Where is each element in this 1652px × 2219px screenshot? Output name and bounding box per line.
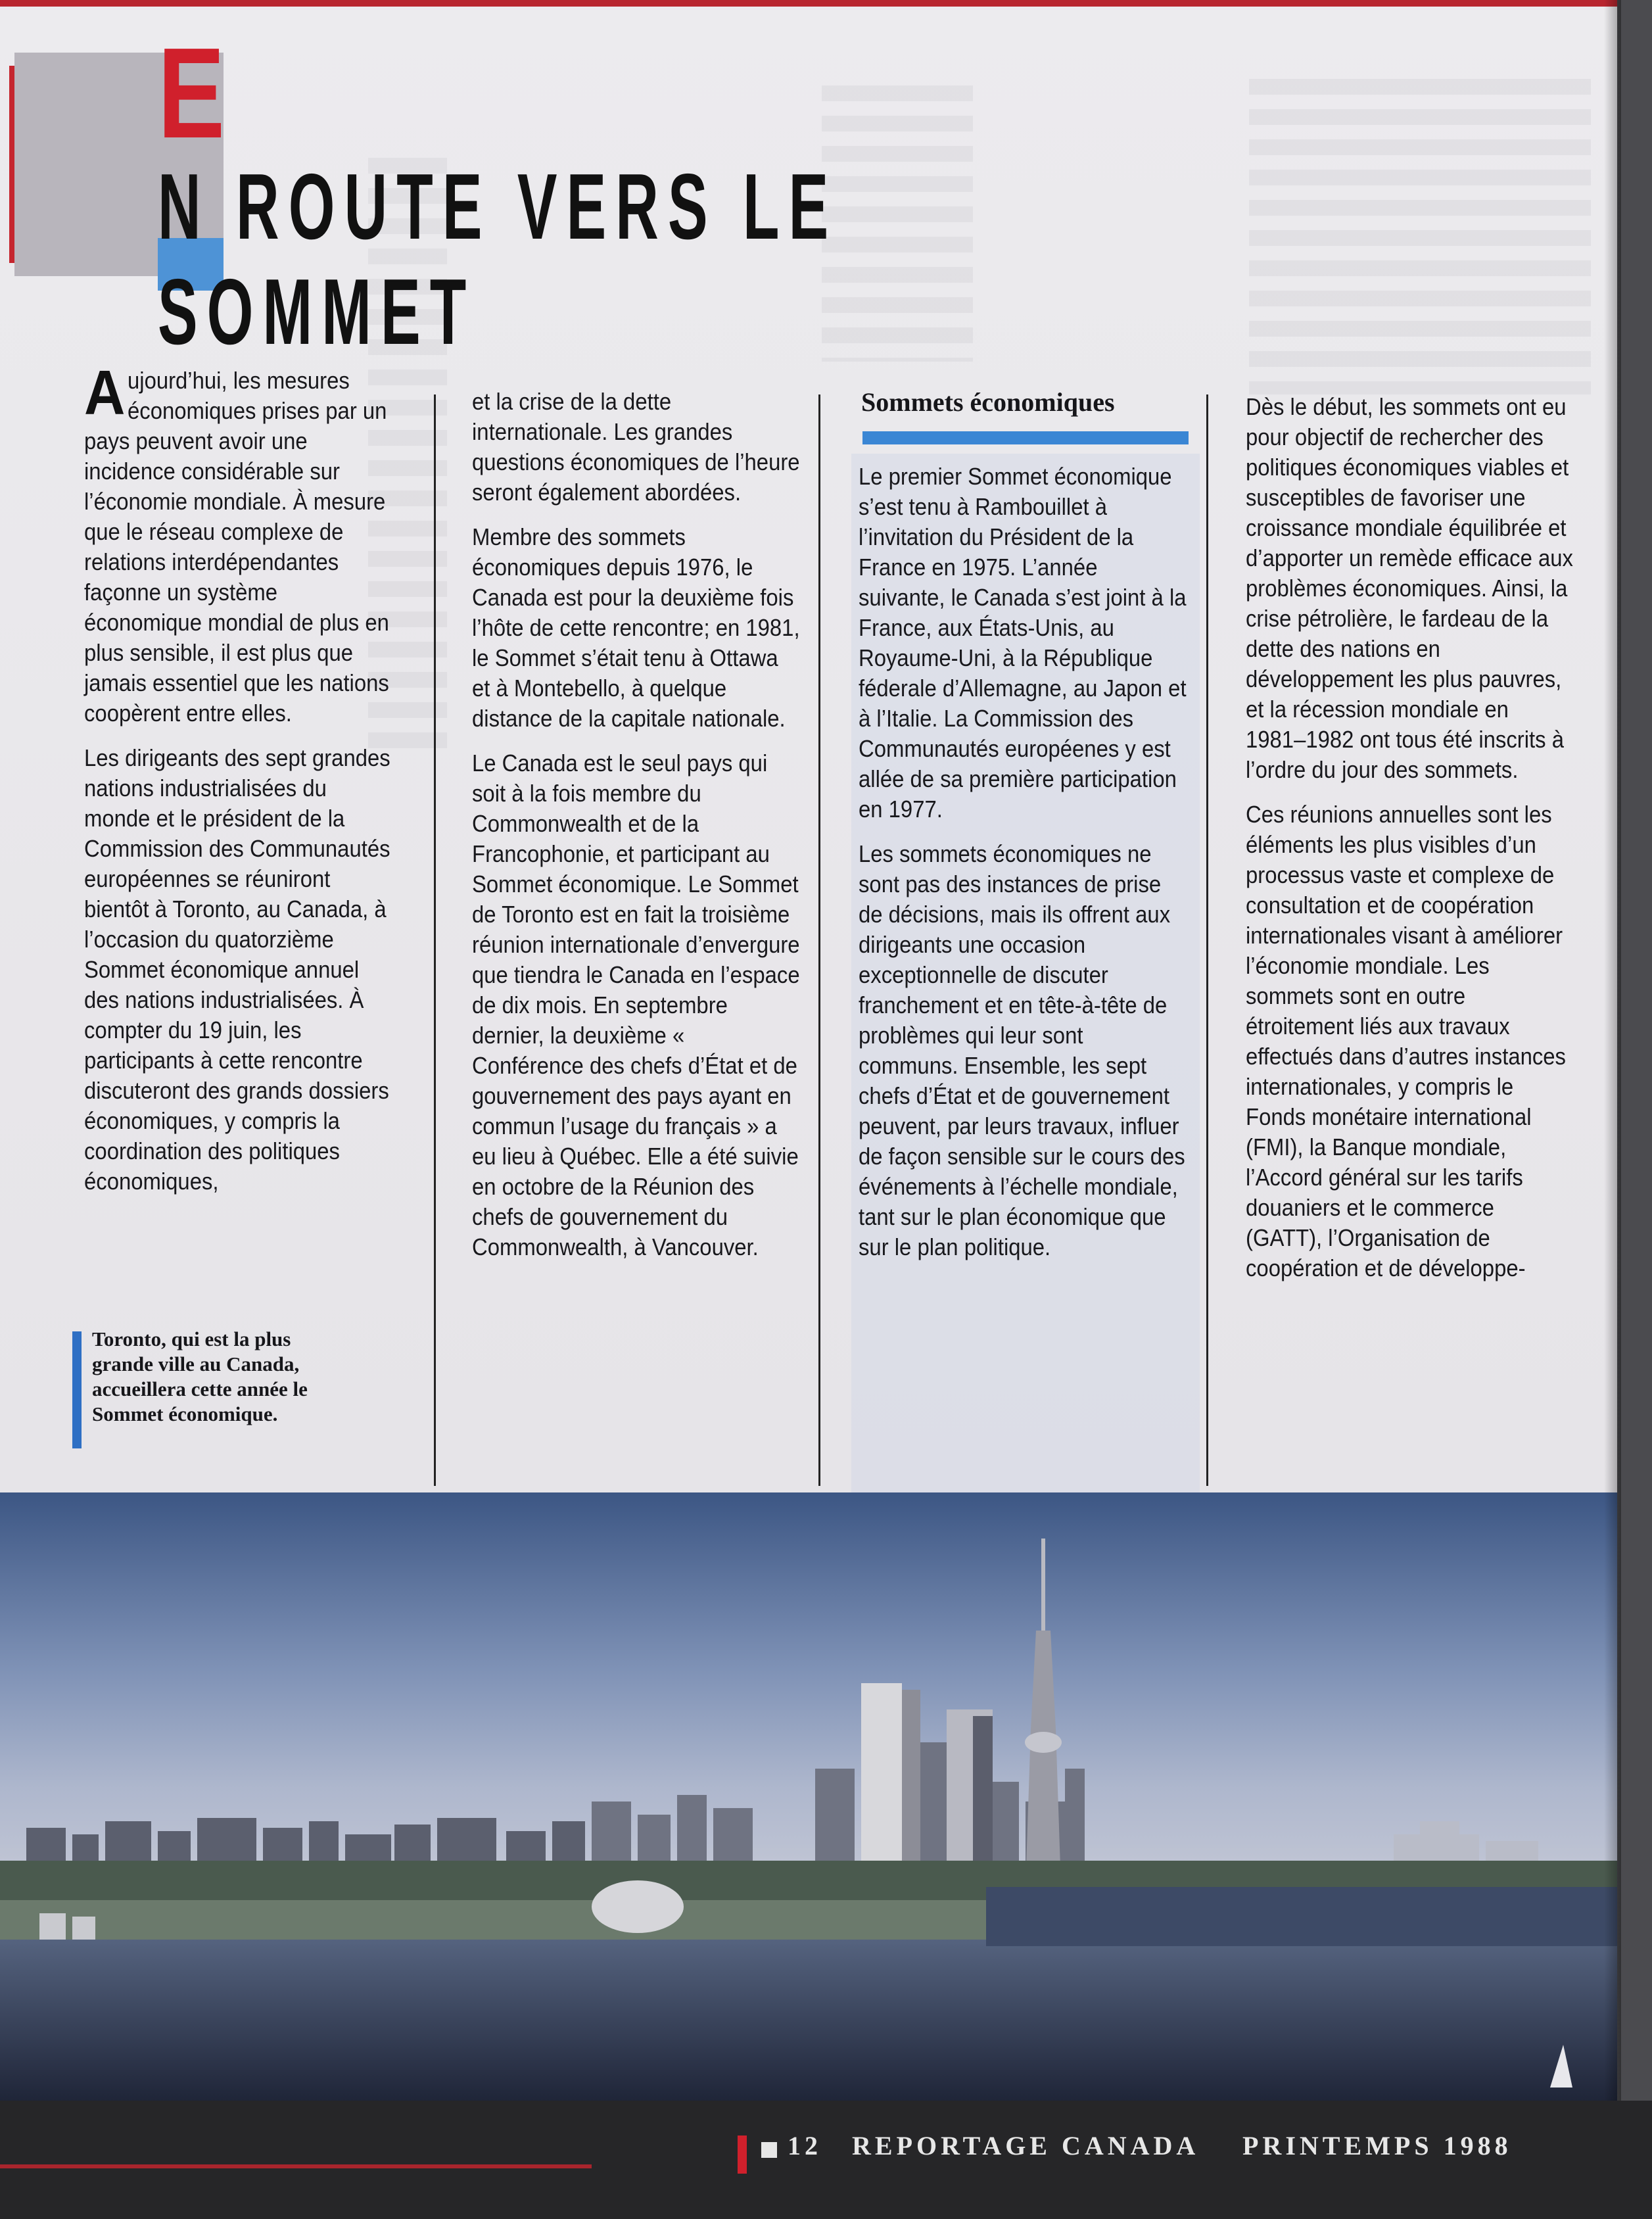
issue-label: PRINTEMPS 1988 xyxy=(1242,2131,1512,2160)
col1-paragraph-1 xyxy=(84,358,393,728)
folio-red-mark xyxy=(738,2135,747,2174)
photo-caption xyxy=(92,1327,316,1427)
folio-square-icon xyxy=(761,2142,777,2158)
column-3 xyxy=(859,462,1187,1277)
col1-paragraph-1-text: ujourd’hui, les mesures économiques prises par un pays peuvent avoir une incidence considérable sur l’économie mondiale. À mesure que le réseau complexe de relations interdépendantes façonne un système économique mondial de plus en plus sensible, il est plus que jamais essentiel que les nations coopèrent entre elles. xyxy=(84,367,389,727)
col2-paragraph-2: Membre des sommets économiques depuis 1976, le Canada est pour la deuxième fois l’hôte de cette rencontre; en 1981, le Sommet s’était tenu à Ottawa et à Montebello, à quelque distance de la capitale nationale. xyxy=(472,523,800,732)
sidebar-heading: Sommets économiques xyxy=(861,387,1115,417)
caption-text: Toronto, qui est la plus grande ville au Canada, accueillera cette année le Sommet économique. xyxy=(92,1327,308,1425)
column-rule-3 xyxy=(1206,394,1208,1486)
page-gutter-shadow xyxy=(1617,0,1652,2101)
col3-paragraph-2: Les sommets économiques ne sont pas des instances de prise de décisions, mais ils offrent aux dirigeants une occasion exceptionnelle de discuter franchement et en tête-à-tête de problèmes qui leur sont communs. Ensemble, les sept chefs d’État et de gouvernement peuvent, par leurs travaux, influer de façon sensible sur le cours des événements à l’échelle mondiale, tant sur le plan économique que sur le plan politique. xyxy=(859,840,1185,1260)
sidebar-heading-bar xyxy=(862,431,1189,444)
toronto-skyline-photo xyxy=(0,1492,1617,2101)
col4-paragraph-1: Dès le début, les sommets ont eu pour objectif de rechercher des politiques économiques viables et susceptibles de favoriser une croissance mondiale équilibrée et d’apporter un remède efficace aux problèmes économiques. Ainsi, la crise pétrolière, le fardeau de la dette des nations en développement les plus pauvres, et la récession mondiale en 1981–1982 ont tous été inscrits à l’ordre du jour des sommets. xyxy=(1246,393,1573,783)
column-1 xyxy=(84,358,393,1211)
left-red-rule xyxy=(9,66,14,263)
caption-bar xyxy=(72,1331,82,1448)
column-rule-1 xyxy=(434,394,436,1486)
title-initial: E xyxy=(158,21,225,165)
article-title xyxy=(158,21,1652,365)
column-rule-2 xyxy=(818,394,820,1486)
col2-paragraph-1: et la crise de la dette internationale. Les grandes questions économiques de l’heure seront également abordées. xyxy=(472,388,800,506)
col1-paragraph-2: Les dirigeants des sept grandes nations industrialisées du monde et le président de la Commission des Communautés européennes se réuniront bientôt à Toronto, au Canada, à l’occasion du quatorzième Sommet économique annuel des nations industrialisées. À compter du 19 juin, les participants à cette rencontre discuteront des grands dossiers économiques, y compris la coordination des politiques économiques, xyxy=(84,744,390,1195)
page-number: 12 xyxy=(788,2131,822,2160)
page-curl-shading xyxy=(1604,0,1621,2101)
drop-cap: A xyxy=(84,358,126,428)
col3-paragraph-1: Le premier Sommet économique s’est tenu à Rambouillet à l’invitation du Président de la France en 1975. L’année suivante, le Canada s’est joint à la France, aux États-Unis, au Royaume-Uni, à la République féderale d’Allemagne, au Japon et à l’Italie. La Commission des Communautés européenes y est allée de sa première participation en 1977. xyxy=(859,463,1187,823)
magazine-name: REPORTAGE CANADA xyxy=(852,2131,1200,2160)
title-text: N ROUTE VERS LE SOMMET xyxy=(158,155,838,364)
column-2 xyxy=(472,387,801,1277)
top-red-rule xyxy=(0,0,1617,7)
footer-red-rule xyxy=(0,2164,592,2168)
col2-paragraph-3: Le Canada est le seul pays qui soit à la fois membre du Commonwealth et de la Francophonie, et participant au Sommet économique. Le Sommet de Toronto est en fait la troisième réunion internationale d’envergure que tiendra le Canada en l’espace de dix mois. En septembre dernier, la deuxième « Conférence des chefs d’État et de gouvernement des pays ayant en commun l’usage du français » a eu lieu à Québec. Elle a été suivie en octobre de la Réunion des chefs de gouvernement du Commonwealth, à Vancouver. xyxy=(472,750,800,1260)
col4-paragraph-2: Ces réunions annuelles sont les éléments les plus visibles d’un processus vaste et complexe de consultation et de coopération internationales visant à améliorer l’économie mondiale. Les sommets sont en outre étroitement liés aux travaux effectués dans d’autres instances internationales, y compris le Fonds monétaire international (FMI), la Banque mondiale, l’Accord général sur les tarifs douaniers et le commerce (GATT), l’Organisation de coopération et de développe- xyxy=(1246,801,1566,1281)
column-4 xyxy=(1246,392,1574,1298)
